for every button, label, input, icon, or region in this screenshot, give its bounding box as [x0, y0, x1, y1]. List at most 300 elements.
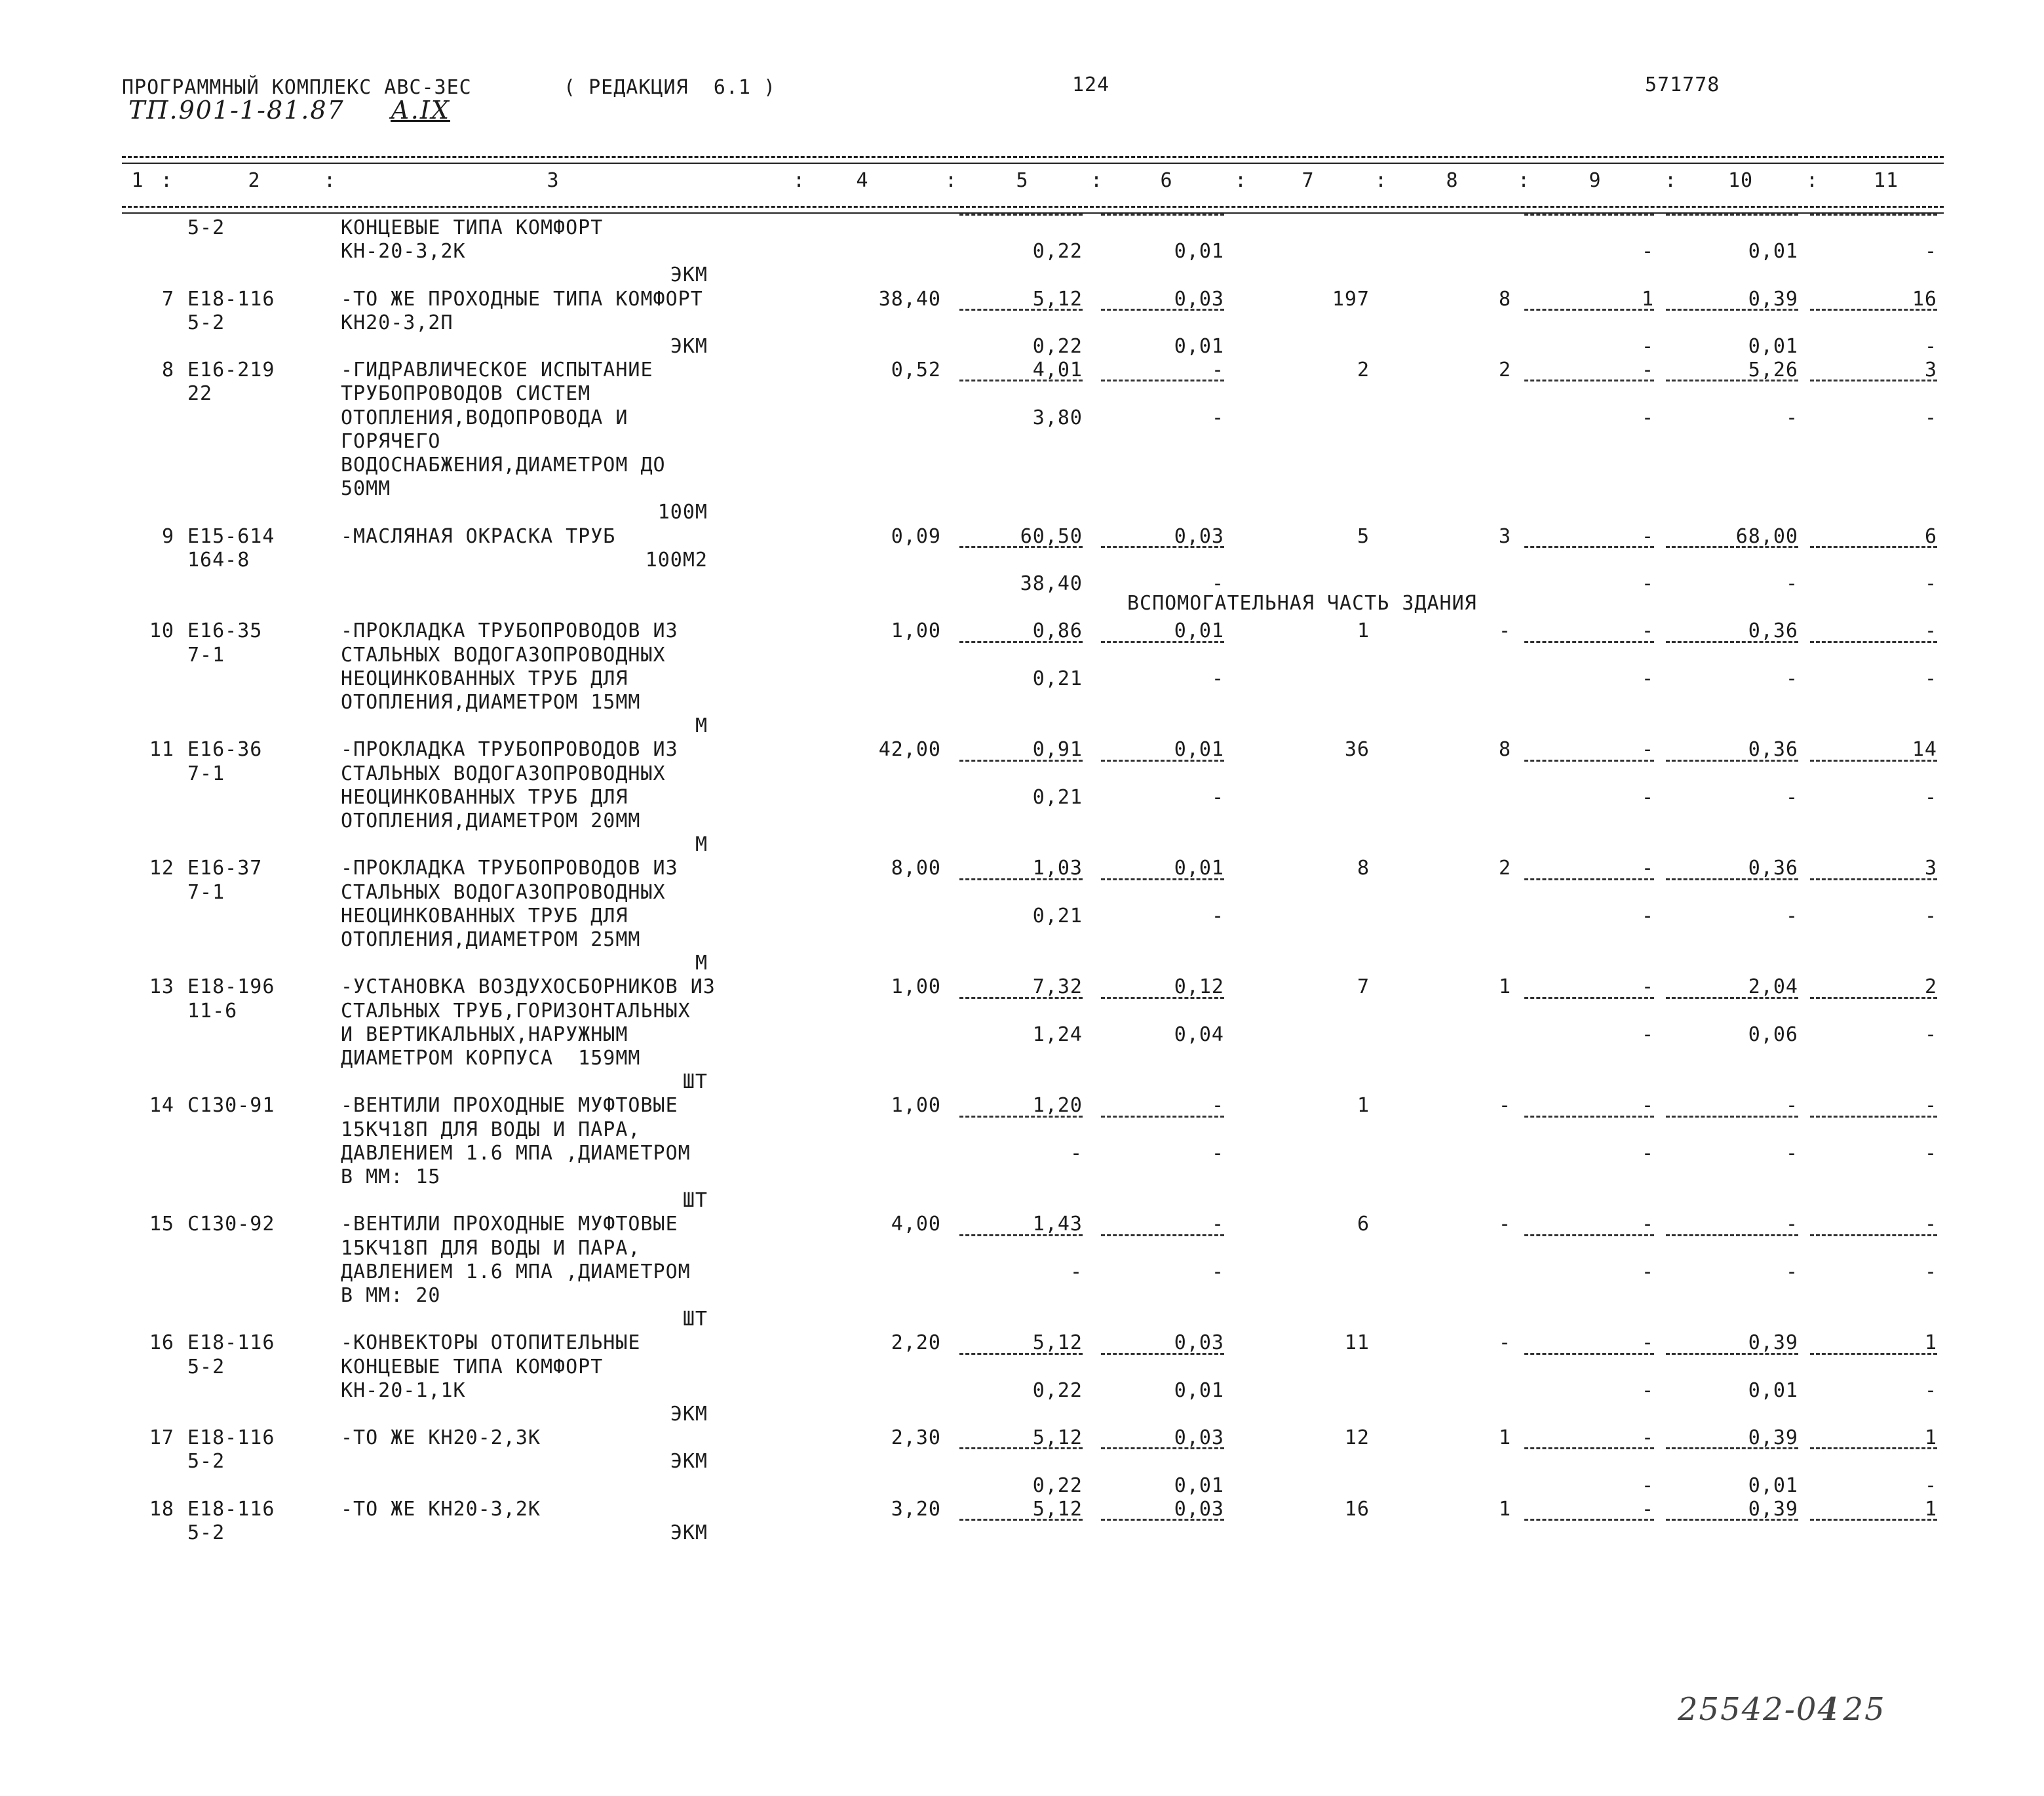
value-col-4: 3,20 [891, 1498, 941, 1521]
value-col-11: - [1924, 786, 1937, 809]
value-col-6: 0,03 [1174, 525, 1224, 548]
fraction-underline [1101, 1234, 1224, 1236]
fraction-underline [1524, 380, 1654, 381]
value-col-11: 2 [1924, 975, 1937, 998]
value-col-6: - [1211, 359, 1224, 381]
norm-code: 5-2 [187, 311, 225, 334]
value-col-5: 0,21 [1032, 905, 1083, 927]
fraction-underline [1810, 1519, 1937, 1521]
column-header-4: 4 [856, 169, 869, 192]
value-col-11: - [1924, 406, 1937, 429]
column-separator: : [1090, 169, 1104, 192]
value-col-11: - [1924, 240, 1937, 263]
fraction-underline [1101, 878, 1224, 880]
work-name: КОНЦЕВЫЕ ТИПА КОМФОРТ [341, 1356, 604, 1378]
value-col-5: 1,43 [1032, 1213, 1083, 1236]
value-col-11: - [1924, 619, 1937, 642]
value-col-10: - [1785, 905, 1798, 927]
fraction-underline [959, 641, 1083, 643]
handwritten-page: 125 [1822, 1691, 1886, 1728]
value-col-11: 14 [1912, 738, 1937, 761]
value-col-11: - [1924, 1474, 1937, 1497]
page-number: 124 [1072, 73, 1110, 96]
value-col-11: 3 [1924, 359, 1937, 381]
fraction-underline [959, 1353, 1083, 1355]
column-header-6: 6 [1160, 169, 1173, 192]
value-col-4: 2,20 [891, 1331, 941, 1354]
value-col-10: 0,36 [1748, 857, 1798, 880]
unit-label: М [695, 714, 708, 737]
column-header-1: 1 [131, 169, 144, 192]
value-col-9: - [1641, 1142, 1654, 1165]
work-name: ОТОПЛЕНИЯ,ВОДОПРОВОДА И [341, 406, 628, 429]
value-col-5: 0,86 [1032, 619, 1083, 642]
fraction-underline [1666, 546, 1798, 548]
value-col-11: 1 [1924, 1426, 1937, 1449]
fraction-underline [1666, 997, 1798, 999]
value-col-6: - [1211, 1213, 1224, 1236]
work-name: СТАЛЬНЫХ ВОДОГАЗОПРОВОДНЫХ [341, 762, 666, 785]
norm-code: С130-92 [187, 1213, 275, 1236]
work-name: И ВЕРТИКАЛЬНЫХ,НАРУЖНЫМ [341, 1023, 628, 1046]
norm-code: Е18-116 [187, 1426, 275, 1449]
row-number: 18 [149, 1498, 174, 1521]
value-col-10: 0,39 [1748, 1426, 1798, 1449]
work-name: КН-20-1,1К [341, 1379, 466, 1402]
value-col-7: 16 [1344, 1498, 1370, 1521]
fraction-underline [1101, 1353, 1224, 1355]
value-col-10: - [1785, 572, 1798, 595]
value-col-9: - [1641, 1379, 1654, 1402]
norm-code: Е16-37 [187, 857, 263, 880]
value-col-6: - [1211, 1260, 1224, 1283]
fraction-underline [1810, 380, 1937, 381]
unit-label: ЭКМ [670, 1403, 708, 1426]
fraction-underline [1101, 760, 1224, 762]
work-name: НЕОЦИНКОВАННЫХ ТРУБ ДЛЯ [341, 786, 628, 809]
value-col-8: 1 [1498, 975, 1511, 998]
value-col-7: 7 [1357, 975, 1370, 998]
value-col-6: - [1211, 667, 1224, 690]
value-col-11: 6 [1924, 525, 1937, 548]
column-header-10: 10 [1727, 169, 1754, 192]
fraction-underline [1101, 641, 1224, 643]
value-col-11: - [1924, 335, 1937, 358]
row-number: 17 [149, 1426, 174, 1449]
value-col-10: 5,26 [1748, 359, 1798, 381]
document-number: 571778 [1645, 73, 1720, 96]
value-col-4: 1,00 [891, 1094, 941, 1117]
unit-label: ШТ [682, 1070, 708, 1093]
fraction-underline [959, 760, 1083, 762]
value-col-8: 2 [1498, 857, 1511, 880]
norm-code: Е18-116 [187, 1331, 275, 1354]
value-col-10: 0,39 [1748, 1498, 1798, 1521]
value-col-6: 0,01 [1174, 857, 1224, 880]
work-name: -КОНВЕКТОРЫ ОТОПИТЕЛЬНЫЕ [341, 1331, 641, 1354]
norm-code: 7-1 [187, 881, 225, 904]
value-col-11: - [1924, 572, 1937, 595]
header-rule-bottom [122, 206, 1944, 208]
fraction-underline [1810, 1234, 1937, 1236]
unit-label: 100М2 [645, 549, 708, 572]
value-col-10: - [1785, 1213, 1798, 1236]
norm-code: Е18-116 [187, 1498, 275, 1521]
value-col-8: 2 [1498, 359, 1511, 381]
value-col-5: 5,12 [1032, 1426, 1083, 1449]
unit-label: ЭКМ [670, 264, 708, 286]
value-col-5: 38,40 [1020, 572, 1083, 595]
value-col-6: 0,04 [1174, 1023, 1224, 1046]
header-rule-top-2 [122, 163, 1944, 164]
fraction-underline [1524, 214, 1654, 216]
fraction-underline [1666, 1234, 1798, 1236]
value-col-9: - [1641, 335, 1654, 358]
value-col-6: 0,03 [1174, 1498, 1224, 1521]
unit-label: 100М [657, 501, 708, 524]
value-col-11: - [1924, 905, 1937, 927]
fraction-underline [1666, 641, 1798, 643]
value-col-4: 8,00 [891, 857, 941, 880]
value-col-7: 5 [1357, 525, 1370, 548]
work-name: -МАСЛЯНАЯ ОКРАСКА ТРУБ [341, 525, 616, 548]
unit-label: М [695, 952, 708, 975]
norm-code: 5-2 [187, 1521, 225, 1544]
value-col-5: 1,03 [1032, 857, 1083, 880]
work-name: 15КЧ18П ДЛЯ ВОДЫ И ПАРА, [341, 1237, 641, 1260]
value-col-5: 0,91 [1032, 738, 1083, 761]
work-name: ДИАМЕТРОМ КОРПУСА 159ММ [341, 1047, 641, 1070]
row-number: 13 [149, 975, 174, 998]
value-col-5: 0,22 [1032, 335, 1083, 358]
value-col-9: - [1641, 1023, 1654, 1046]
row-number: 8 [161, 359, 174, 381]
work-name: ОТОПЛЕНИЯ,ДИАМЕТРОМ 25ММ [341, 928, 641, 951]
value-col-4: 4,00 [891, 1213, 941, 1236]
value-col-7: 6 [1357, 1213, 1370, 1236]
value-col-4: 1,00 [891, 619, 941, 642]
value-col-10: - [1785, 1260, 1798, 1283]
fraction-underline [1101, 1519, 1224, 1521]
value-col-6: 0,01 [1174, 1474, 1224, 1497]
work-name: НЕОЦИНКОВАННЫХ ТРУБ ДЛЯ [341, 667, 628, 690]
fraction-underline [1666, 1353, 1798, 1355]
header-rule-top [122, 156, 1944, 158]
value-col-8: - [1498, 1331, 1511, 1354]
value-col-6: - [1211, 786, 1224, 809]
fraction-underline [1810, 760, 1937, 762]
column-separator: : [945, 169, 958, 192]
value-col-11: - [1924, 1094, 1937, 1117]
fraction-underline [1524, 997, 1654, 999]
value-col-5: - [1070, 1260, 1083, 1283]
column-separator: : [1806, 169, 1819, 192]
fraction-underline [1524, 760, 1654, 762]
unit-label: ЭКМ [670, 1521, 708, 1544]
norm-code: Е18-116 [187, 288, 275, 311]
handwritten-code: 25542-04 [1678, 1691, 1839, 1728]
value-col-6: - [1211, 1142, 1224, 1165]
fraction-underline [1101, 214, 1224, 216]
fraction-underline [1666, 878, 1798, 880]
value-col-6: 0,01 [1174, 1379, 1224, 1402]
work-name: -ТО ЖЕ КН20-3,2К [341, 1498, 541, 1521]
work-name: -УСТАНОВКА ВОЗДУХОСБОРНИКОВ ИЗ [341, 975, 716, 998]
value-col-7: 12 [1344, 1426, 1370, 1449]
value-col-7: 1 [1357, 619, 1370, 642]
value-col-9: - [1641, 359, 1654, 381]
fraction-underline [959, 214, 1083, 216]
fraction-underline [1810, 546, 1937, 548]
value-col-11: 1 [1924, 1498, 1937, 1521]
work-name: -ВЕНТИЛИ ПРОХОДНЫЕ МУФТОВЫЕ [341, 1213, 678, 1236]
norm-code: 7-1 [187, 762, 225, 785]
value-col-10: 0,01 [1748, 1379, 1798, 1402]
work-name: КН-20-3,2К [341, 240, 466, 263]
row-number: 16 [149, 1331, 174, 1354]
value-col-6: - [1211, 406, 1224, 429]
fraction-underline [1101, 546, 1224, 548]
value-col-9: - [1641, 525, 1654, 548]
value-col-8: 1 [1498, 1498, 1511, 1521]
value-col-5: 0,21 [1032, 667, 1083, 690]
value-col-6: 0,03 [1174, 288, 1224, 311]
value-col-11: - [1924, 667, 1937, 690]
norm-code: 5-2 [187, 216, 225, 239]
value-col-5: 1,20 [1032, 1094, 1083, 1117]
work-name: КН20-3,2П [341, 311, 453, 334]
value-col-9: - [1641, 786, 1654, 809]
fraction-underline [1524, 878, 1654, 880]
fraction-underline [1666, 309, 1798, 311]
value-col-5: 0,22 [1032, 1474, 1083, 1497]
fraction-underline [959, 309, 1083, 311]
value-col-6: 0,01 [1174, 335, 1224, 358]
column-header-11: 11 [1873, 169, 1899, 192]
value-col-11: 3 [1924, 857, 1937, 880]
value-col-9: - [1641, 1260, 1654, 1283]
fraction-underline [959, 1116, 1083, 1118]
value-col-10: 0,01 [1748, 335, 1798, 358]
value-col-5: 0,22 [1032, 240, 1083, 263]
value-col-10: 68,00 [1735, 525, 1798, 548]
value-col-9: - [1641, 857, 1654, 880]
work-name: ДАВЛЕНИЕМ 1.6 МПА ,ДИАМЕТРОМ [341, 1142, 691, 1165]
value-col-10: - [1785, 1142, 1798, 1165]
value-col-8: 8 [1498, 738, 1511, 761]
norm-code: Е18-196 [187, 975, 275, 998]
row-number: 11 [149, 738, 174, 761]
norm-code: С130-91 [187, 1094, 275, 1117]
row-number: 12 [149, 857, 174, 880]
value-col-5: 5,12 [1032, 288, 1083, 311]
value-col-6: - [1211, 1094, 1224, 1117]
work-name: -ВЕНТИЛИ ПРОХОДНЫЕ МУФТОВЫЕ [341, 1094, 678, 1117]
value-col-9: - [1641, 1094, 1654, 1117]
norm-code: 7-1 [187, 644, 225, 667]
value-col-5: 5,12 [1032, 1331, 1083, 1354]
fraction-underline [1524, 1234, 1654, 1236]
value-col-10: - [1785, 1094, 1798, 1117]
row-number: 7 [161, 288, 174, 311]
fraction-underline [1101, 1447, 1224, 1449]
value-col-10: 0,39 [1748, 288, 1798, 311]
fraction-underline [1810, 641, 1937, 643]
value-col-5: 0,21 [1032, 786, 1083, 809]
fraction-underline [1810, 997, 1937, 999]
value-col-6: 0,01 [1174, 619, 1224, 642]
fraction-underline [1810, 309, 1937, 311]
work-name: ГОРЯЧЕГО [341, 430, 441, 453]
fraction-underline [1101, 380, 1224, 381]
value-col-5: 0,22 [1032, 1379, 1083, 1402]
column-separator: : [1375, 169, 1388, 192]
fraction-underline [1810, 214, 1937, 216]
row-number: 14 [149, 1094, 174, 1117]
fraction-underline [1810, 1353, 1937, 1355]
norm-code: 22 [187, 382, 213, 405]
fraction-underline [1101, 309, 1224, 311]
fraction-underline [1524, 1116, 1654, 1118]
value-col-4: 0,09 [891, 525, 941, 548]
value-col-10: 0,39 [1748, 1331, 1798, 1354]
work-name: -ПРОКЛАДКА ТРУБОПРОВОДОВ ИЗ [341, 738, 678, 761]
unit-label: М [695, 833, 708, 856]
fraction-underline [959, 1519, 1083, 1521]
fraction-underline [1666, 1447, 1798, 1449]
work-name: -ТО ЖЕ КН20-2,3К [341, 1426, 541, 1449]
value-col-9: - [1641, 619, 1654, 642]
program-title: ПРОГРАММНЫЙ КОМПЛЕКС АВС-ЗЕС [122, 76, 472, 99]
value-col-9: - [1641, 1213, 1654, 1236]
fraction-underline [959, 997, 1083, 999]
norm-code: 164-8 [187, 549, 250, 572]
value-col-8: - [1498, 1094, 1511, 1117]
value-col-8: 1 [1498, 1426, 1511, 1449]
value-col-7: 1 [1357, 1094, 1370, 1117]
fraction-underline [1810, 1447, 1937, 1449]
column-separator: : [324, 169, 337, 192]
value-col-4: 1,00 [891, 975, 941, 998]
work-name: -ТО ЖЕ ПРОХОДНЫЕ ТИПА КОМФОРТ [341, 288, 703, 311]
value-col-7: 8 [1357, 857, 1370, 880]
value-col-6: 0,01 [1174, 738, 1224, 761]
fraction-underline [1810, 1116, 1937, 1118]
work-name: ТРУБОПРОВОДОВ СИСТЕМ [341, 382, 591, 405]
value-col-9: - [1641, 1426, 1654, 1449]
value-col-9: - [1641, 1474, 1654, 1497]
album-label: А.IX [391, 96, 450, 125]
value-col-7: 36 [1344, 738, 1370, 761]
row-number: 15 [149, 1213, 174, 1236]
row-number: 10 [149, 619, 174, 642]
value-col-6: 0,03 [1174, 1426, 1224, 1449]
value-col-6: 0,03 [1174, 1331, 1224, 1354]
norm-code: Е16-36 [187, 738, 263, 761]
value-col-10: 0,01 [1748, 1474, 1798, 1497]
value-col-7: 197 [1332, 288, 1370, 311]
fraction-underline [1524, 309, 1654, 311]
fraction-underline [1810, 878, 1937, 880]
work-name: СТАЛЬНЫХ ВОДОГАЗОПРОВОДНЫХ [341, 644, 666, 667]
fraction-underline [1666, 760, 1798, 762]
value-col-11: - [1924, 1379, 1937, 1402]
fraction-underline [959, 878, 1083, 880]
value-col-11: - [1924, 1142, 1937, 1165]
work-name: 50ММ [341, 477, 391, 500]
value-col-6: - [1211, 905, 1224, 927]
column-separator: : [1665, 169, 1678, 192]
value-col-7: 2 [1357, 359, 1370, 381]
value-col-9: 1 [1641, 288, 1654, 311]
norm-code: Е16-219 [187, 359, 275, 381]
fraction-underline [1524, 1447, 1654, 1449]
norm-code: Е15-614 [187, 525, 275, 548]
value-col-9: - [1641, 975, 1654, 998]
value-col-9: - [1641, 406, 1654, 429]
column-header-2: 2 [248, 169, 261, 192]
fraction-underline [1524, 1519, 1654, 1521]
value-col-8: - [1498, 619, 1511, 642]
value-col-5: 1,24 [1032, 1023, 1083, 1046]
value-col-10: 0,06 [1748, 1023, 1798, 1046]
value-col-4: 42,00 [878, 738, 941, 761]
work-name: В ММ: 15 [341, 1165, 441, 1188]
work-name: ОТОПЛЕНИЯ,ДИАМЕТРОМ 15ММ [341, 691, 641, 714]
value-col-6: 0,01 [1174, 240, 1224, 263]
value-col-9: - [1641, 572, 1654, 595]
column-separator: : [1518, 169, 1531, 192]
value-col-9: - [1641, 1331, 1654, 1354]
value-col-5: 4,01 [1032, 359, 1083, 381]
fraction-underline [1666, 214, 1798, 216]
column-header-8: 8 [1446, 169, 1459, 192]
value-col-10: 0,01 [1748, 240, 1798, 263]
value-col-6: 0,12 [1174, 975, 1224, 998]
unit-label: ШТ [682, 1308, 708, 1331]
value-col-11: - [1924, 1260, 1937, 1283]
value-col-5: 7,32 [1032, 975, 1083, 998]
column-header-5: 5 [1016, 169, 1029, 192]
work-name: ОТОПЛЕНИЯ,ДИАМЕТРОМ 20ММ [341, 810, 641, 832]
column-header-7: 7 [1302, 169, 1315, 192]
fraction-underline [959, 380, 1083, 381]
work-name: КОНЦЕВЫЕ ТИПА КОМФОРТ [341, 216, 604, 239]
norm-code: 5-2 [187, 1356, 225, 1378]
norm-code: 11-6 [187, 1000, 238, 1023]
value-col-8: - [1498, 1213, 1511, 1236]
work-name: СТАЛЬНЫХ ВОДОГАЗОПРОВОДНЫХ [341, 881, 666, 904]
value-col-10: - [1785, 406, 1798, 429]
value-col-5: 60,50 [1020, 525, 1083, 548]
unit-label: ЭКМ [670, 335, 708, 358]
value-col-10: - [1785, 667, 1798, 690]
fraction-underline [1524, 546, 1654, 548]
column-header-9: 9 [1589, 169, 1602, 192]
value-col-9: - [1641, 240, 1654, 263]
column-separator: : [793, 169, 806, 192]
value-col-9: - [1641, 1498, 1654, 1521]
value-col-6: - [1211, 572, 1224, 595]
work-name: НЕОЦИНКОВАННЫХ ТРУБ ДЛЯ [341, 905, 628, 927]
value-col-10: 0,36 [1748, 738, 1798, 761]
fraction-underline [959, 1234, 1083, 1236]
value-col-5: 3,80 [1032, 406, 1083, 429]
fraction-underline [1101, 1116, 1224, 1118]
work-name: -ПРОКЛАДКА ТРУБОПРОВОДОВ ИЗ [341, 857, 678, 880]
work-name: -ГИДРАВЛИЧЕСКОЕ ИСПЫТАНИЕ [341, 359, 653, 381]
section-title: ВСПОМОГАТЕЛЬНАЯ ЧАСТЬ ЗДАНИЯ [1127, 592, 1477, 615]
